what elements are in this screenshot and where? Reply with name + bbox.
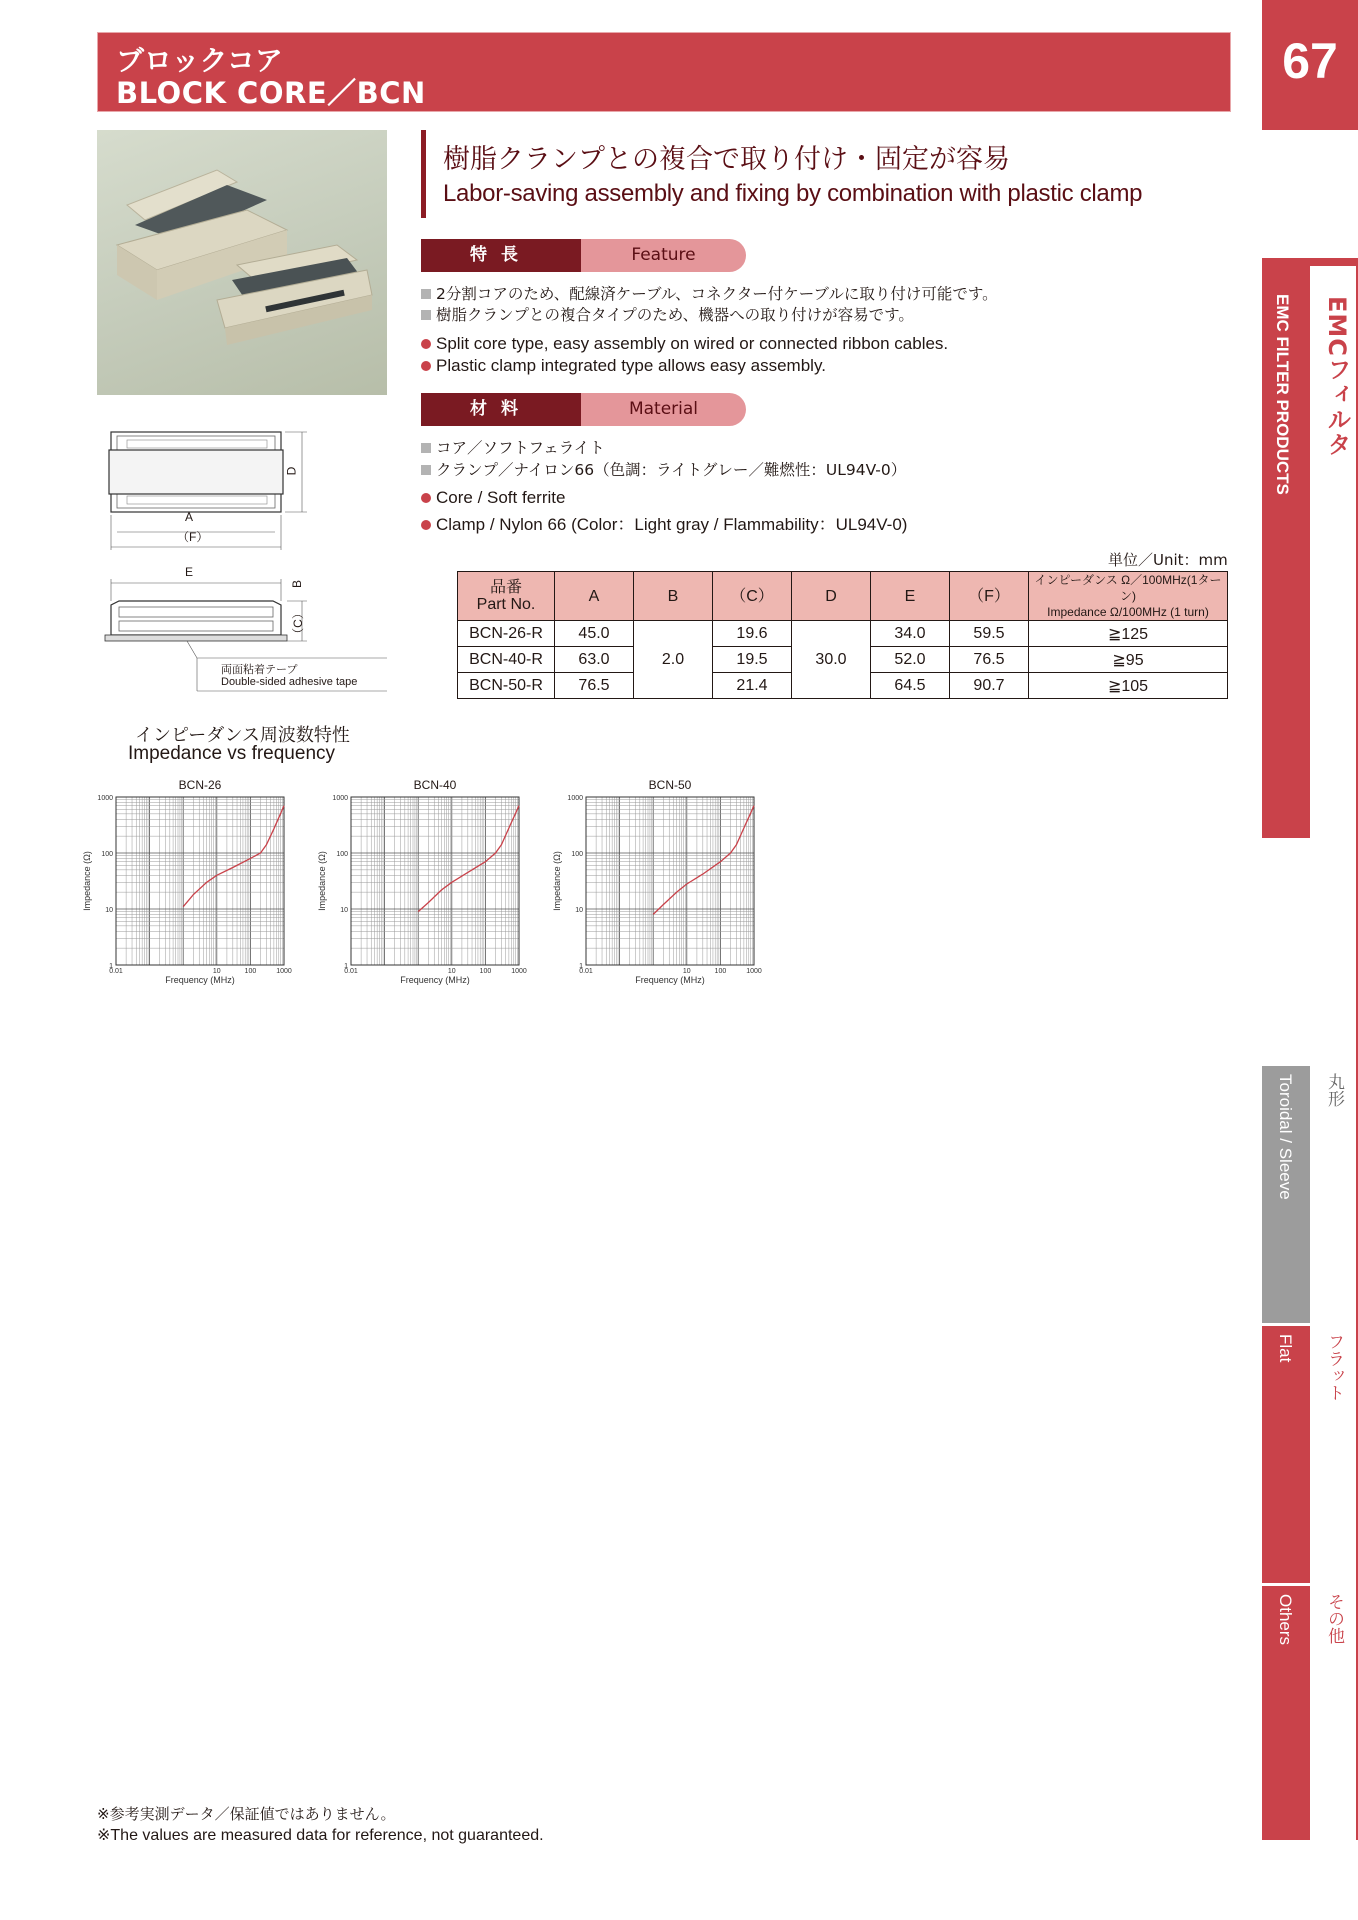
- headline-jp: 樹脂クランプとの複合で取り付け・固定が容易: [443, 144, 1010, 175]
- impedance-chart-bcn26: [80, 777, 292, 997]
- side-tab-others[interactable]: [1262, 1586, 1310, 1840]
- x-tick-label: 10: [447, 968, 456, 975]
- chart-grid: [586, 797, 754, 965]
- header-a: A: [555, 572, 634, 621]
- material-en-item: Clamp / Nylon 66 (Color：Light gray / Flammability：UL94V-0): [421, 510, 907, 535]
- table-row: [458, 621, 1228, 647]
- side-tab-emc[interactable]: [1262, 258, 1310, 838]
- x-tick-label: 10: [212, 968, 221, 975]
- chart-grid: [351, 797, 519, 965]
- front-view-drawing: [97, 420, 327, 555]
- plot-frame: [586, 797, 754, 965]
- y-tick-label: 100: [101, 851, 113, 858]
- cell-impedance: ≧125: [1029, 621, 1228, 647]
- chart-grid: [116, 797, 284, 965]
- cell-d: 30.0: [792, 621, 871, 699]
- header-d: D: [792, 572, 871, 621]
- side-tab-toroidal-en: Toroidal / Sleeve: [1276, 1074, 1295, 1200]
- y-tick-label: 100: [336, 851, 348, 858]
- x-tick-label: 0.01: [344, 968, 358, 975]
- tape-label-en: Double-sided adhesive tape: [221, 676, 358, 688]
- feature-en-item: Split core type, easy assembly on wired or connected ribbon cables.: [421, 334, 948, 354]
- side-tab-toroidal-jp[interactable]: 丸形: [1324, 1073, 1344, 1107]
- title-bar: [97, 32, 1231, 112]
- impedance-title-en: Impedance vs frequency: [128, 743, 336, 764]
- header-b: B: [634, 572, 713, 621]
- page-number-tab: [1262, 0, 1358, 130]
- x-tick-label: 10: [682, 968, 691, 975]
- feature-label-en: Feature: [581, 239, 746, 272]
- x-tick-label: 1000: [276, 968, 292, 975]
- impedance-series-line: [183, 806, 284, 907]
- side-tab-flat[interactable]: [1262, 1326, 1310, 1583]
- product-title-jp: ブロックコア: [116, 44, 283, 77]
- plot-frame: [351, 797, 519, 965]
- impedance-title-jp: インピーダンス周波数特性: [135, 725, 350, 746]
- y-tick-label: 1: [109, 963, 113, 970]
- header-f: （F）: [950, 572, 1029, 621]
- y-tick-label: 10: [575, 907, 583, 914]
- side-tab-flat-jp[interactable]: フラット: [1324, 1333, 1344, 1401]
- cell-f: 90.7: [950, 673, 1029, 699]
- cell-a: 63.0: [555, 647, 634, 673]
- feature-label-jp: 特長: [421, 239, 581, 272]
- footnote-jp: ※参考実測データ／保証値ではありません。: [97, 1805, 396, 1823]
- y-tick-label: 1000: [332, 795, 348, 802]
- material-jp-item: クランプ／ナイロン66（色調：ライトグレー／難燃性：UL94V-0）: [421, 458, 906, 480]
- plot-frame: [116, 797, 284, 965]
- header-c: （C）: [713, 572, 792, 621]
- cell-c: 19.6: [713, 621, 792, 647]
- product-title-en: BLOCK CORE／BCN: [116, 76, 426, 110]
- side-index: [1262, 258, 1358, 1840]
- cell-a: 45.0: [555, 621, 634, 647]
- cell-f: 59.5: [950, 621, 1029, 647]
- y-tick-label: 1: [344, 963, 348, 970]
- chart-title: BCN-50: [648, 778, 692, 792]
- feature-en-item: Plastic clamp integrated type allows easy assembly.: [421, 356, 826, 376]
- dim-label-e: E: [185, 565, 194, 579]
- headline-en: Labor-saving assembly and fixing by combination with plastic clamp: [443, 180, 1143, 207]
- side-tab-flat-en: Flat: [1276, 1334, 1295, 1363]
- feature-jp-item: 樹脂クランプとの複合タイプのため、機器への取り付けが容易です。: [421, 303, 914, 325]
- header-e: E: [871, 572, 950, 621]
- cell-part: BCN-50-R: [458, 673, 555, 699]
- header-impedance: インピーダンス Ω／100MHz(1ターン) Impedance Ω/100MHz (1 turn): [1029, 572, 1228, 621]
- cell-impedance: ≧105: [1029, 673, 1228, 699]
- unit-label: 単位／Unit：mm: [1108, 551, 1228, 569]
- material-jp-item: コア／ソフトフェライト: [421, 436, 605, 458]
- y-tick-label: 1000: [567, 795, 583, 802]
- cell-a: 76.5: [555, 673, 634, 699]
- material-en-item: Core / Soft ferrite: [421, 488, 565, 508]
- side-tab-emc-jp[interactable]: [1310, 258, 1358, 838]
- tape-label-jp: 両面粘着テープ: [221, 663, 298, 676]
- cell-part: BCN-26-R: [458, 621, 555, 647]
- side-view-drawing: [97, 563, 387, 693]
- x-tick-label: 0.01: [579, 968, 593, 975]
- side-category-en: EMC FILTER PRODUCTS: [1273, 294, 1292, 495]
- chart-title: BCN-40: [413, 778, 457, 792]
- dim-label-b: B: [290, 579, 305, 589]
- dim-label-c: （C）: [290, 607, 305, 640]
- x-tick-label: 0.01: [109, 968, 123, 975]
- x-axis-label: Frequency (MHz): [635, 975, 705, 985]
- material-label-jp: 材料: [421, 393, 581, 426]
- page-number: 67: [1282, 33, 1338, 89]
- cell-c: 19.5: [713, 647, 792, 673]
- cell-part: BCN-40-R: [458, 647, 555, 673]
- impedance-series-line: [653, 806, 754, 915]
- y-tick-label: 10: [340, 907, 348, 914]
- impedance-chart-bcn40: [315, 777, 527, 997]
- side-tab-others-en: Others: [1276, 1594, 1295, 1646]
- x-tick-label: 100: [244, 968, 257, 975]
- footnote-en: ※The values are measured data for reference, not guaranteed.: [97, 1827, 544, 1844]
- chart-title: BCN-26: [178, 778, 222, 792]
- spec-table: [457, 571, 1228, 699]
- y-axis-label: Impedance (Ω): [552, 851, 562, 911]
- x-tick-label: 100: [479, 968, 492, 975]
- y-axis-label: Impedance (Ω): [317, 851, 327, 911]
- header-part: 品番 Part No.: [458, 572, 555, 621]
- y-tick-label: 100: [571, 851, 583, 858]
- x-axis-label: Frequency (MHz): [165, 975, 235, 985]
- side-tab-others-jp[interactable]: その他: [1324, 1593, 1344, 1644]
- y-tick-label: 10: [105, 907, 113, 914]
- material-label-en: Material: [581, 393, 746, 426]
- cell-impedance: ≧95: [1029, 647, 1228, 673]
- cell-e: 64.5: [871, 673, 950, 699]
- y-axis-label: Impedance (Ω): [82, 851, 92, 911]
- x-tick-label: 100: [714, 968, 727, 975]
- x-tick-label: 1000: [746, 968, 762, 975]
- feature-jp-item: 2分割コアのため、配線済ケーブル、コネクター付ケーブルに取り付け可能です。: [421, 282, 998, 304]
- cell-e: 52.0: [871, 647, 950, 673]
- side-category-jp: EMCフィルタ: [1323, 296, 1351, 457]
- dim-label-a: A: [185, 510, 194, 524]
- cell-b: 2.0: [634, 621, 713, 699]
- cell-f: 76.5: [950, 647, 1029, 673]
- y-tick-label: 1000: [97, 795, 113, 802]
- x-tick-label: 1000: [511, 968, 527, 975]
- impedance-chart-bcn50: [550, 777, 762, 997]
- cell-c: 21.4: [713, 673, 792, 699]
- x-axis-label: Frequency (MHz): [400, 975, 470, 985]
- y-tick-label: 1: [579, 963, 583, 970]
- headline-accent-bar: [421, 130, 426, 218]
- side-tab-toroidal[interactable]: [1262, 1066, 1310, 1323]
- product-photo: [97, 130, 387, 395]
- dim-label-f: （F）: [177, 530, 209, 544]
- cell-e: 34.0: [871, 621, 950, 647]
- dim-label-d: D: [284, 466, 299, 476]
- table-header-row: [458, 572, 1228, 621]
